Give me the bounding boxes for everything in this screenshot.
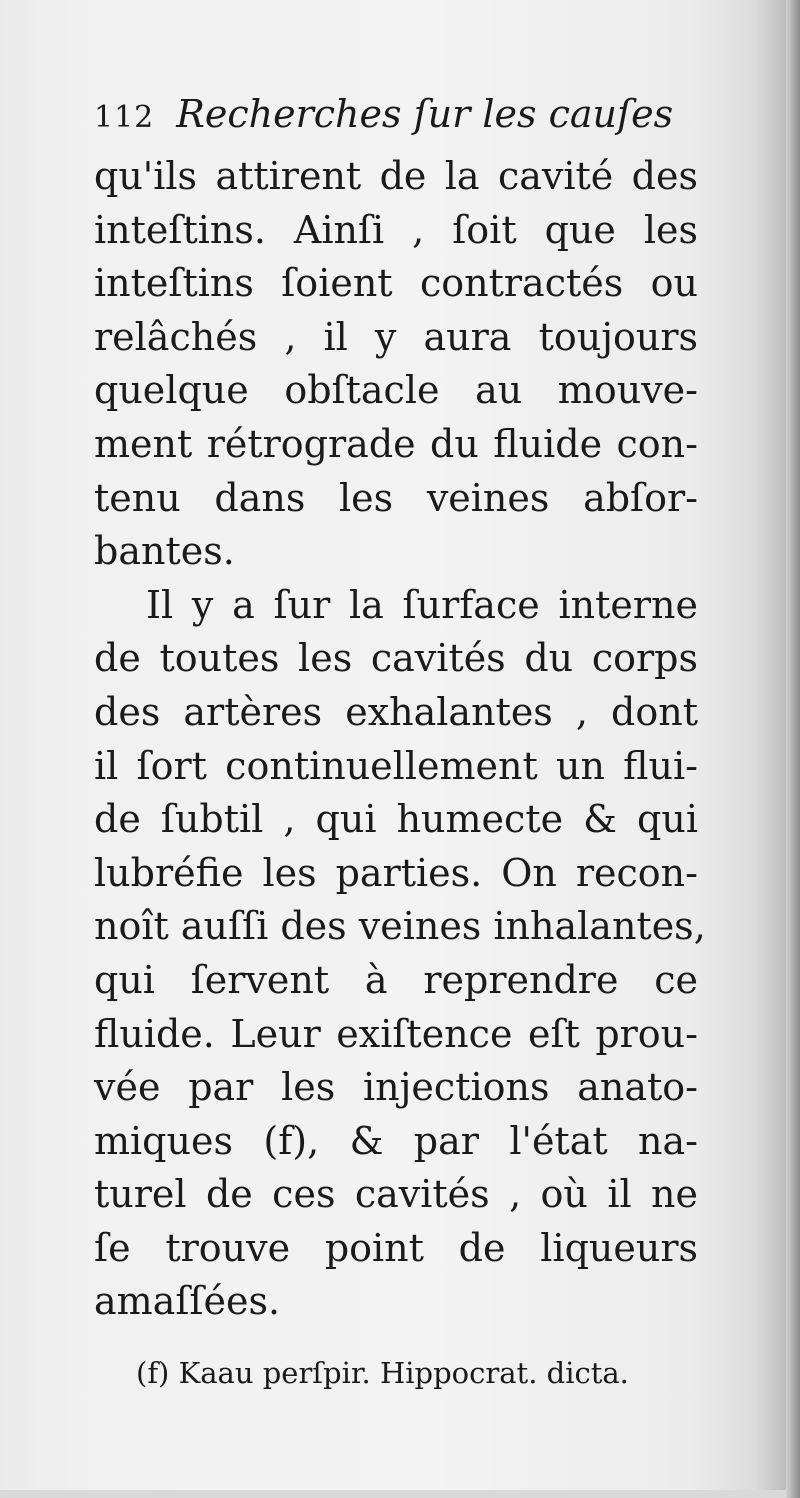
running-title: Recherches ſur les cauſes <box>176 92 674 136</box>
text-line: qui ſervent à reprendre ce <box>94 957 698 1002</box>
text-line: Il y a ſur la ſurface interne <box>146 582 698 627</box>
paragraph-2 <box>94 579 706 1329</box>
text-line: lubréfie les parties. On recon- <box>94 850 698 895</box>
page-text <box>94 92 706 1395</box>
text-line: amaſſées. <box>94 1279 281 1324</box>
text-line: inteſtins. Ainſi , ſoit que les <box>94 207 698 252</box>
text-line: fluide. Leur exiſtence eſt prou- <box>94 1011 698 1056</box>
footnote: (f) Kaau perſpir. Hippocrat. dicta. <box>136 1356 629 1391</box>
text-line: bantes. <box>94 529 235 574</box>
page-number: 112 <box>94 100 155 135</box>
text-line: ſe trouve point de liqueurs <box>94 1225 698 1270</box>
text-line: de toutes les cavités du corps <box>94 636 698 681</box>
text-line: miques (f), & par l'état na- <box>94 1118 698 1163</box>
text-line: vée par les injections anato- <box>94 1065 698 1110</box>
text-line: ment rétrograde du fluide con- <box>94 421 698 466</box>
running-header <box>94 92 698 150</box>
text-line: des artères exhalantes , dont <box>94 689 698 734</box>
text-line: turel de ces cavités , où il ne <box>94 1172 698 1217</box>
text-line: inteſtins ſoient contractés ou <box>94 261 698 306</box>
text-line: de ſubtil , qui humecte & qui <box>94 797 698 842</box>
page-edge-shadow <box>786 0 800 1498</box>
paragraph-1 <box>94 150 698 579</box>
text-line: qu'ils attirent de la cavité des <box>94 154 698 198</box>
text-line: quelque obſtacle au mouve- <box>94 368 698 413</box>
text-line: noît auſſi des veines inhalantes, <box>94 904 706 949</box>
text-line: tenu dans les veines abſor- <box>94 475 698 520</box>
text-line: relâchés , il y aura toujours <box>94 314 698 359</box>
text-line: il ſort continuellement un flui- <box>94 743 698 788</box>
